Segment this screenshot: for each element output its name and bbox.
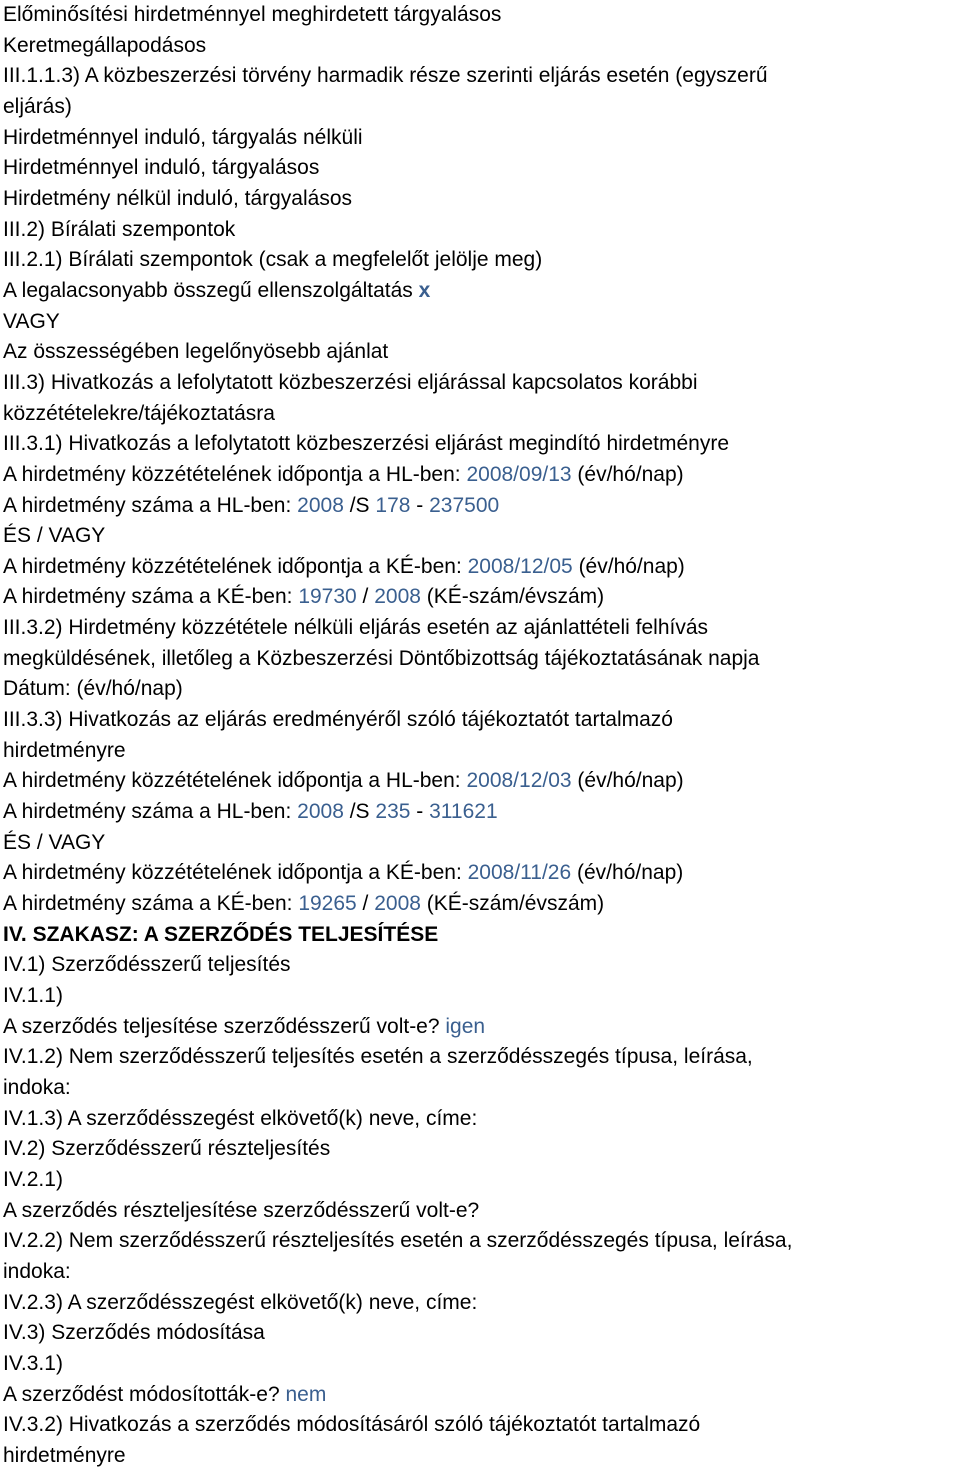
text-line xyxy=(3,552,960,583)
line-text: - xyxy=(410,493,430,517)
text-line xyxy=(3,61,960,92)
text-line xyxy=(3,1042,960,1073)
section-heading xyxy=(3,920,960,951)
line-text: (év/hó/nap) xyxy=(571,861,684,885)
line-text: IV.1.1) xyxy=(3,984,63,1007)
field-value: 178 xyxy=(375,493,411,517)
text-line xyxy=(3,582,960,613)
text-line xyxy=(3,1165,960,1196)
field-value: 2008/12/03 xyxy=(466,769,572,793)
line-text: IV. SZAKASZ: A SZERZŐDÉS TELJESÍTÉSE xyxy=(3,922,439,946)
line-text: III.3.1) Hivatkozás a lefolytatott közbeszerzési eljárást megindító hirdetményre xyxy=(3,432,729,456)
text-line xyxy=(3,491,960,522)
text-line xyxy=(3,1318,960,1349)
text-line xyxy=(3,828,960,859)
field-value: 2008 xyxy=(374,585,421,609)
line-text: IV.2.2) Nem szerződésszerű részteljesítés esetén a szerződésszegés típusa, leírása, xyxy=(3,1229,793,1253)
line-text: (KÉ-szám/évszám) xyxy=(420,585,605,609)
text-line xyxy=(3,399,960,430)
text-line xyxy=(3,705,960,736)
text-line xyxy=(3,644,960,675)
text-line xyxy=(3,307,960,338)
text-line xyxy=(3,0,960,31)
line-text: IV.3) Szerződés módosítása xyxy=(3,1321,265,1345)
line-text: ÉS / VAGY xyxy=(3,524,106,548)
line-text: III.3.2) Hirdetmény közzététele nélküli eljárás esetén az ajánlattételi felhívás xyxy=(3,616,709,640)
line-text: Hirdetménnyel induló, tárgyalás nélküli xyxy=(3,125,363,149)
text-line xyxy=(3,1226,960,1257)
line-text: A szerződés teljesítése szerződésszerű volt-e? xyxy=(3,1014,446,1038)
line-text: (év/hó/nap) xyxy=(571,462,684,486)
text-line xyxy=(3,153,960,184)
field-value: 235 xyxy=(375,800,411,824)
text-line xyxy=(3,184,960,215)
line-text: IV.3.2) Hivatkozás a szerződés módosításáról szóló tájékoztatót tartalmazó xyxy=(3,1413,701,1437)
text-line xyxy=(3,1349,960,1380)
line-text: IV.1.2) Nem szerződésszerű teljesítés esetén a szerződésszegés típusa, leírása, xyxy=(3,1045,753,1069)
line-text: A hirdetmény száma a HL-ben: xyxy=(3,493,298,517)
text-line xyxy=(3,797,960,828)
line-text: IV.2.3) A szerződésszegést elkövető(k) neve, címe: xyxy=(3,1290,478,1314)
text-line xyxy=(3,521,960,552)
line-text: Hirdetménnyel induló, tárgyalásos xyxy=(3,156,320,180)
line-text: (év/hó/nap) xyxy=(572,554,685,578)
line-text: / xyxy=(356,585,375,609)
line-text: A hirdetmény száma a HL-ben: xyxy=(3,800,298,824)
line-text: Keretmegállapodásos xyxy=(3,33,207,57)
line-text: A hirdetmény közzétételének időpontja a KÉ-ben: xyxy=(3,861,468,885)
text-line xyxy=(3,950,960,981)
line-text: közzétételekre/tájékoztatásra xyxy=(3,401,275,425)
line-text: (év/hó/nap) xyxy=(571,769,684,793)
text-line xyxy=(3,337,960,368)
text-line xyxy=(3,1288,960,1319)
line-text: III.2) Bírálati szempontok xyxy=(3,217,236,241)
line-text: A hirdetmény száma a KÉ-ben: xyxy=(3,585,299,609)
line-text: /S xyxy=(343,493,376,517)
line-text: A szerződés részteljesítése szerződésszerű volt-e? xyxy=(3,1198,480,1222)
text-line xyxy=(3,674,960,705)
line-text: IV.3.1) xyxy=(3,1351,63,1375)
line-text: indoka: xyxy=(3,1075,71,1099)
text-line xyxy=(3,1134,960,1165)
field-value: 2008/09/13 xyxy=(466,462,572,486)
field-value: 2008 xyxy=(297,493,344,517)
text-line xyxy=(3,889,960,920)
field-value: igen xyxy=(445,1014,486,1038)
text-line xyxy=(3,1073,960,1104)
field-value: 237500 xyxy=(429,493,500,517)
selection-mark: x xyxy=(418,278,431,302)
line-text: A hirdetmény közzétételének időpontja a KÉ-ben: xyxy=(3,554,468,578)
text-line xyxy=(3,1380,960,1411)
text-line xyxy=(3,981,960,1012)
line-text: IV.2) Szerződésszerű részteljesítés xyxy=(3,1137,331,1161)
text-line xyxy=(3,1012,960,1043)
line-text: IV.1.3) A szerződésszegést elkövető(k) neve, címe: xyxy=(3,1106,478,1130)
text-line xyxy=(3,245,960,276)
field-value: 2008/11/26 xyxy=(467,861,572,885)
field-value: 19265 xyxy=(298,892,357,916)
text-line xyxy=(3,766,960,797)
line-text: hirdetményre xyxy=(3,1443,126,1467)
line-text: hirdetményre xyxy=(3,738,126,762)
line-text: Az összességében legelőnyösebb ajánlat xyxy=(3,340,389,364)
text-line xyxy=(3,31,960,62)
line-text: Dátum: (év/hó/nap) xyxy=(3,677,183,701)
text-line xyxy=(3,736,960,767)
line-text: ÉS / VAGY xyxy=(3,830,106,854)
line-text: eljárás) xyxy=(3,94,72,118)
line-text: VAGY xyxy=(3,309,60,333)
field-value: 2008 xyxy=(297,800,344,824)
text-line xyxy=(3,1196,960,1227)
field-value: 19730 xyxy=(298,585,357,609)
line-text: indoka: xyxy=(3,1259,71,1283)
text-line xyxy=(3,215,960,246)
line-text: megküldésének, illetőleg a Közbeszerzési Döntőbizottság tájékoztatásának napja xyxy=(3,646,760,670)
line-text: / xyxy=(356,892,375,916)
field-value: 311621 xyxy=(429,800,498,824)
line-text: (KÉ-szám/évszám) xyxy=(420,892,605,916)
line-text: Hirdetmény nélkül induló, tárgyalásos xyxy=(3,186,353,210)
text-line xyxy=(3,460,960,491)
line-text: A hirdetmény közzétételének időpontja a HL-ben: xyxy=(3,462,467,486)
line-text: Előminősítési hirdetménnyel meghirdetett tárgyalásos xyxy=(3,3,502,26)
line-text: A hirdetmény közzétételének időpontja a HL-ben: xyxy=(3,769,467,793)
line-text: - xyxy=(410,800,430,824)
field-value: nem xyxy=(285,1382,327,1406)
text-line xyxy=(3,368,960,399)
text-line xyxy=(3,1104,960,1135)
line-text: IV.1) Szerződésszerű teljesítés xyxy=(3,953,291,977)
text-line xyxy=(3,858,960,889)
text-line xyxy=(3,1410,960,1441)
field-value: 2008/12/05 xyxy=(467,554,573,578)
line-text: A szerződést módosították-e? xyxy=(3,1382,286,1406)
text-line xyxy=(3,92,960,123)
line-text: A legalacsonyabb összegű ellenszolgáltatás xyxy=(3,278,419,302)
line-text: IV.2.1) xyxy=(3,1167,63,1191)
text-line xyxy=(3,276,960,307)
field-value: 2008 xyxy=(374,892,421,916)
text-line xyxy=(3,429,960,460)
line-text: A hirdetmény száma a KÉ-ben: xyxy=(3,892,299,916)
line-text: III.3) Hivatkozás a lefolytatott közbeszerzési eljárással kapcsolatos korábbi xyxy=(3,370,698,394)
text-line xyxy=(3,613,960,644)
line-text: III.3.3) Hivatkozás az eljárás eredményéről szóló tájékoztatót tartalmazó xyxy=(3,708,673,732)
text-line xyxy=(3,1257,960,1288)
text-line xyxy=(3,123,960,154)
line-text: /S xyxy=(343,800,376,824)
line-text: III.2.1) Bírálati szempontok (csak a megfelelőt jelölje meg) xyxy=(3,248,543,272)
line-text: III.1.1.3) A közbeszerzési törvény harmadik része szerinti eljárás esetén (egyszerű xyxy=(3,64,768,88)
